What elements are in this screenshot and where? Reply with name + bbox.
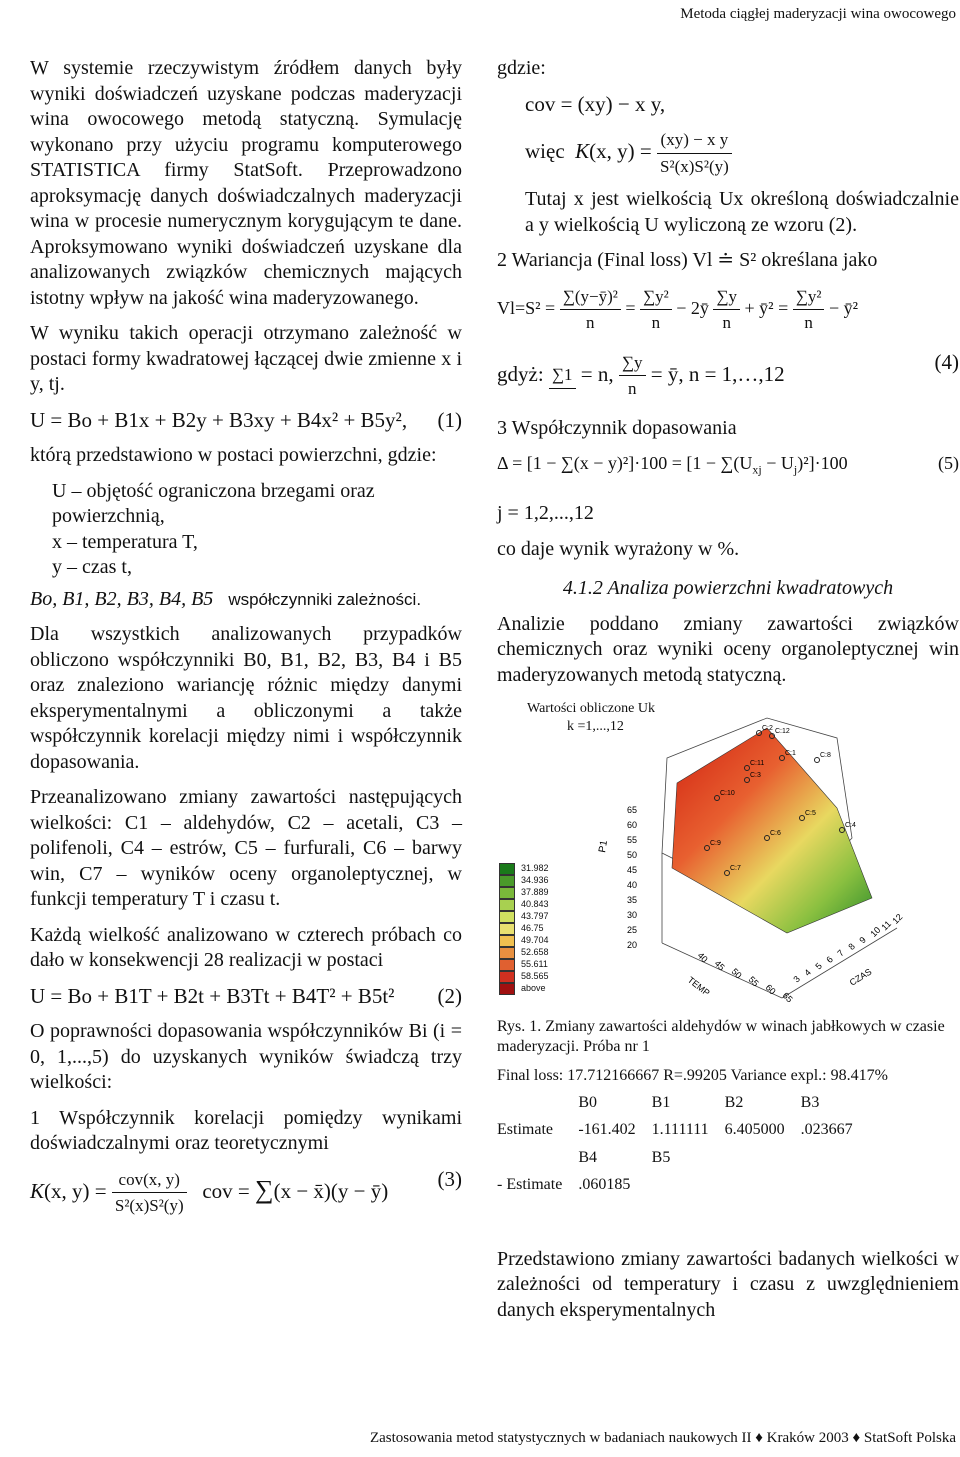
tick-label: 40 xyxy=(695,950,710,965)
running-header: Metoda ciągłej maderyzacji wina owocowego xyxy=(680,6,956,22)
equation-4: gdyż: ∑1 = n, $\frac{\sum y}{n}$ = ȳ, n = 1,…,12 (4) xyxy=(497,349,959,398)
point-label: C:5 xyxy=(805,810,816,817)
axis-line xyxy=(782,928,897,998)
left-column xyxy=(30,56,462,1223)
data-point xyxy=(815,758,820,763)
legend-item: above xyxy=(499,983,549,995)
tick-label: 5 xyxy=(813,960,824,972)
equation-3: K(x, y) = $\frac{\text{cov(x, y)}}{\text{S²(x)S²(y)}}$ cov = ∑(x − x̄)(y − ȳ) (3) xyxy=(30,1166,462,1215)
tick-label: 50 xyxy=(627,850,638,860)
tick-label: 35 xyxy=(627,895,638,905)
table-cell: B2 xyxy=(724,1093,744,1111)
section-heading: 4.1.2 Analiza powierzchni kwadratowych xyxy=(562,577,894,599)
table-cell: B1 xyxy=(651,1093,671,1111)
tick-label: 60 xyxy=(627,820,638,830)
table-cell xyxy=(801,1144,869,1172)
paragraph: W systemie rzeczywistym źródłem danych były wyniki doświadczeń uzyskane podczas maderyzacji wina owocowego metodą statyczną. Symulację wykonano przy użyciu programu komputerowego STATISTICA firmy StatSoft. Przeprowadzono aproksymację danych doświadczalnych maderyzacji wina w procesie numerycznym korygującym te dane. Aproksymowano wyniki doświadczeń uzyskane dla analizowanych związków chemicznych mających istotny wpływ na jakość wina maderyzowanego. xyxy=(30,57,462,309)
paragraph: Przeanalizowano zmiany zawartości następujących wielkości: C1 – aldehydów, C2 – acetali, C3 – polifenoli, C4 – estrów, C5 – furfurali, C6 – barwy win, C7 – wyników oceny organoleptycznej, w funkcji temperatury T i czasu t. xyxy=(30,786,462,910)
table-cell: .023667 xyxy=(800,1121,853,1138)
paragraph: 3 Współczynnik dopasowania xyxy=(497,416,737,439)
equation-2: U = Bo + B1T + B2t + B3Tt + B4T² + B5t² (2) xyxy=(30,983,462,1008)
paragraph: Tutaj x jest wielkością Ux określoną doświadczalnie a y wielkością U wyliczoną ze wzoru (2). xyxy=(525,188,959,236)
table-cell: 1.111111 xyxy=(651,1121,709,1138)
point-label: C:4 xyxy=(845,822,856,829)
tick-label: 50 xyxy=(729,966,744,981)
point-label: C:3 xyxy=(750,772,761,779)
point-label: C:11 xyxy=(750,760,765,767)
surface-plot xyxy=(497,698,947,1003)
table-cell: B4 xyxy=(578,1148,597,1166)
legend-item: 40.843 xyxy=(499,899,549,911)
tick-label: 10 xyxy=(868,924,883,939)
right-column xyxy=(497,56,959,1333)
x-axis-ticks xyxy=(696,950,795,1003)
tick-label: 60 xyxy=(763,982,778,997)
table-cell xyxy=(652,1171,725,1199)
definition: y – czas t, xyxy=(52,556,132,578)
legend-item: 46.75 xyxy=(499,923,549,935)
tick-label: 20 xyxy=(627,940,638,950)
tick-label: 3 xyxy=(791,973,802,985)
legend-item: 37.889 xyxy=(499,887,549,899)
paragraph: co daje wynik wyrażony w %. xyxy=(497,537,740,560)
running-footer: Zastosowania metod statystycznych w badaniach naukowych II ♦ Kraków 2003 ♦ StatSoft Polska xyxy=(369,1430,956,1446)
estimate-table xyxy=(497,1089,869,1199)
legend-item: 34.936 xyxy=(499,875,549,887)
definition: U – objętość ograniczona brzegami oraz powierzchnią, xyxy=(52,479,375,527)
tick-label: 11 xyxy=(879,918,894,933)
chart-legend xyxy=(499,863,549,995)
tick-label: 30 xyxy=(627,910,638,920)
equation-k: więc K(x, y) = $\frac{\text{(xy) − x y}}{\text{S²(x)S²(y)}}$ xyxy=(525,127,959,177)
tick-label: 65 xyxy=(780,990,795,1003)
chart-title: Wartości obliczone Uk k =1,...,12 xyxy=(527,701,655,734)
table-cell: Estimate xyxy=(497,1121,553,1138)
paragraph: 2 Wariancja (Final loss) Vl ≐ S² określana jako xyxy=(497,249,878,271)
tick-label: 40 xyxy=(627,880,638,890)
paragraph: O poprawności dopasowania współczynników Bi (i = 0, 1,...,5) do uzyskanych wyników świadczą trzy wielkości: xyxy=(30,1020,462,1093)
figure-caption: Rys. 1. Zmiany zawartości aldehydów w winach jabłkowych w czasie maderyzacji. Próba nr 1 xyxy=(497,1018,945,1055)
equation-cov: cov = (xy) − x y, xyxy=(525,91,666,116)
legend-item: 55.611 xyxy=(499,959,549,971)
table-cell: B3 xyxy=(800,1093,820,1111)
point-label: C:1 xyxy=(785,750,796,757)
paragraph: Przedstawiono zmiany zawartości badanych wielkości w zależności od temperatury i czasu z uwzględnieniem danych eksperymentalnych xyxy=(497,1247,959,1321)
x-axis-label: TEMP xyxy=(685,974,712,998)
tick-label: 6 xyxy=(824,954,835,965)
table-cell: 6.405000 xyxy=(724,1121,785,1138)
table-cell xyxy=(801,1171,869,1199)
table-cell: .060185 xyxy=(578,1176,631,1193)
equation-vl: Vl=S² = $\frac{\text{∑(y−ȳ)²}}{n}$ = $\frac{\text{∑y²}}{n}$ − 2ȳ $\frac{\sum y}{n}$ + ȳ² = $\frac{\text{∑y²}}{n}$ − ȳ² xyxy=(497,284,959,340)
table-cell xyxy=(497,1144,578,1172)
tick-label: 4 xyxy=(802,967,813,978)
legend-item: 58.565 xyxy=(499,971,549,983)
y-axis-label: CZAS xyxy=(847,966,874,988)
table-cell xyxy=(497,1089,578,1117)
paragraph: W wyniku takich operacji otrzymano zależność w postaci formy kwadratowej łączącej dwie zmienne x i y, tj. xyxy=(30,322,462,395)
paragraph: Dla wszystkich analizowanych przypadków obliczono współczynniki B0, B1, B2, B3, B4 i B5 oraz znaleziono wariancję różnic między danymi eksperymentalnymi a obliczonymi a także współczynnik korelacji między nimi i współczynnik dopasowania. xyxy=(30,623,462,773)
index-range: j = 1,2,...,12 xyxy=(497,502,594,524)
tick-label: 55 xyxy=(746,974,761,989)
legend-item: 43.797 xyxy=(499,911,549,923)
table-cell: - Estimate xyxy=(497,1176,563,1193)
legend-item: 49.704 xyxy=(499,935,549,947)
paragraph: którą przedstawiono w postaci powierzchni, gdzie: xyxy=(30,444,437,466)
legend-item: 31.982 xyxy=(499,863,549,875)
stats-line: Final loss: 17.712166667 R=.99205 Variance expl.: 98.417% xyxy=(497,1067,888,1084)
table-cell: B0 xyxy=(578,1093,597,1111)
tick-label: 9 xyxy=(857,934,868,946)
point-label: C:7 xyxy=(730,865,741,872)
tick-label: 45 xyxy=(627,865,638,875)
point-label: C:6 xyxy=(770,830,781,837)
z-axis-label: P1 xyxy=(597,839,611,854)
point-label: C:10 xyxy=(720,790,735,797)
table-cell: -161.402 xyxy=(578,1121,636,1138)
z-axis-ticks xyxy=(627,805,637,950)
point-label: C:12 xyxy=(775,728,790,735)
tick-label: 12 xyxy=(890,911,905,926)
label-gdzie: gdzie: xyxy=(497,57,546,79)
surface-chart xyxy=(497,698,947,1003)
legend-item: 52.658 xyxy=(499,947,549,959)
point-label: C:2 xyxy=(762,725,773,732)
tick-label: 65 xyxy=(627,805,638,815)
table-cell: B5 xyxy=(651,1148,671,1166)
paragraph: 1 Współczynnik korelacji pomiędzy wynikami doświadczalnymi oraz teoretycznymi xyxy=(30,1106,462,1154)
definition: Bo, B1, B2, B3, B4, B5 współczynniki zależności. xyxy=(30,587,422,610)
point-label: C:8 xyxy=(820,752,831,759)
tick-label: 8 xyxy=(846,941,857,952)
equation-5: $\Delta = [1 - \sum(x - y)^2]\cdot 100 = [1 - \sum(U_{xj} - U_j)^2]\cdot 100$ (5) xyxy=(497,453,959,477)
definition: x – temperatura T, xyxy=(52,530,198,553)
table-cell xyxy=(725,1144,801,1172)
point-label: C:9 xyxy=(710,840,721,847)
tick-label: 55 xyxy=(627,835,638,845)
tick-label: 7 xyxy=(835,947,846,959)
paragraph: Analizie poddano zmiany zawartości związków chemicznych oraz wyniki oceny organoleptycznej win maderyzowanych metodą statyczną. xyxy=(497,612,959,686)
tick-label: 25 xyxy=(627,925,638,935)
table-cell xyxy=(725,1171,801,1199)
paragraph: Każdą wielkość analizowano w czterech próbach co dało w konsekwencji 28 realizacji w postaci xyxy=(30,923,462,971)
equation-1: U = Bo + B1x + B2y + B3xy + B4x² + B5y², (1) xyxy=(30,407,462,432)
tick-label: 45 xyxy=(712,958,727,973)
